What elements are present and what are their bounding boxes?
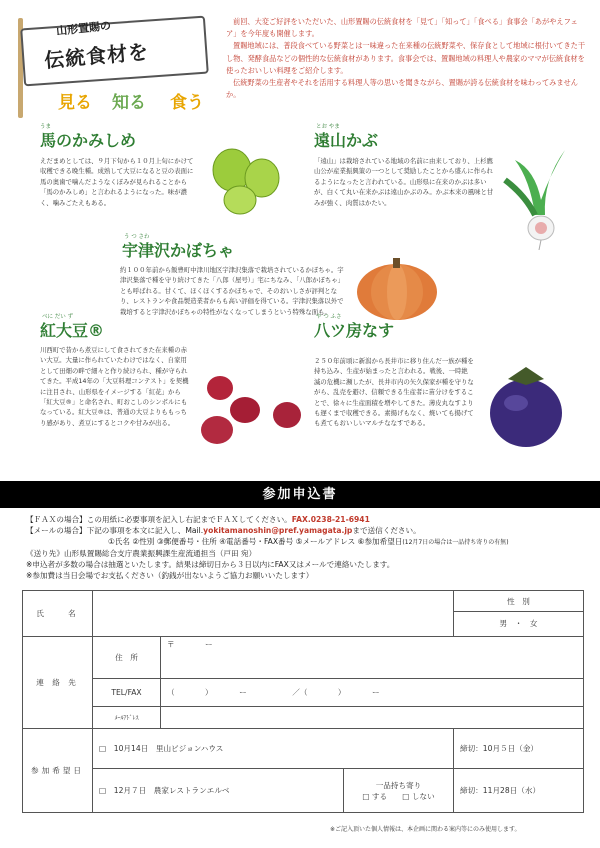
- beni-title: [40, 318, 104, 341]
- contact-label: 連 絡 先: [23, 637, 93, 729]
- telfax-field[interactable]: （ ） ー ／（ ） ー: [161, 679, 584, 707]
- fee-note: ※参加費は当日会場でお支払ください（釣銭が出ないようご協力お願いいたします）: [26, 571, 314, 580]
- address-field[interactable]: 〒 ー: [161, 637, 584, 679]
- uma-ruby: うま: [40, 124, 52, 130]
- beni-text: 川西町で昔から煮豆にして食されてきた在来種の赤い大豆。大量に作られていたわけではなく、自家用として田畑の畔で細々と作り続けられ、種が守られてきた。平成14年の「大豆料理コンテスト」を契機に注目され、山形県をイメージする「紅花」から「紅大豆®」と命名され、町おこしのシンボルにもなっている。紅大豆®は、普通の大豆よりももっちり感があり、煮豆にするとコクや甘みが出る。: [40, 346, 189, 427]
- fax-number: FAX.0238-21-6941: [291, 515, 370, 524]
- nasu-text: ２５０年前頃に新潟から長井市に移り住んだ一族が種を持ち込み、生産が始まったと言われる。戦後、一時絶滅の危機に瀕したが、長井市内の矢久保家が種を守りながら、乱売を避け、信頼できる生産者に苗分けをすることで、徐々に生産面積を増やしてきた。薄皮丸なすよりも遅くまで収穫できる。素揚げもなく、焼いても揚げても煮てもおいしいマルチななすである。: [314, 357, 474, 428]
- intro-paragraph-2: 置賜地域には、普段食べている野菜とは一味違った在来種の伝統野菜や、保存食として地域に根付いてきた干し物、発酵食品などの個性的な伝統食材があります。食事会では、置賜地域の料理人や農家のママが伝統食材を使ったおいしい料理をご紹介します。: [226, 41, 586, 75]
- date-option-1[interactable]: □ 10月14日 里山ビジョンハウス: [93, 729, 454, 769]
- date-1-deadline: 締切：10月５日（金）: [454, 729, 584, 769]
- bring-dish-options[interactable]: □ する □ しない: [362, 791, 435, 801]
- beni-registered-mark: ®: [88, 321, 105, 340]
- kabocha-title: 宇津沢かぼちゃ: [122, 241, 235, 260]
- turnip-illustration: [495, 140, 585, 250]
- nasu-ruby: や つ ふさ: [316, 314, 342, 320]
- kabocha-text: 約１００年前から飯豊町中津川地区宇津沢集落で栽培されているかぼちゃ。宇津沢集落で種を守り続けてきた「八郎（屋号）」宅にちなみ、「八郎かぼちゃ」とも呼ばれる。甘くて、ほくほくするかぼちゃで、そのおいしさが評判となり、レストランや食品製造業者からも高い評価を得ている。宇津沢集落以外で栽培すると宇津沢かぼちゃの特性がなくなってしまうという特殊な面も。: [120, 266, 345, 316]
- mail-field[interactable]: [161, 707, 584, 729]
- required-items-note: (12月7日の場合は一品持ち寄りの有無): [402, 539, 509, 546]
- telfax-label: TEL/FAX: [93, 679, 161, 707]
- destination: 《送り先》山形県置賜総合支庁農業振興課生産流通担当（戸田 宛）: [26, 549, 257, 558]
- date-option-2[interactable]: □ 12月７日 農家レストランエルベ: [93, 769, 344, 813]
- banner-miru: 見る: [58, 93, 92, 113]
- beni-title-text: 紅大豆: [40, 321, 89, 340]
- form-instructions: [26, 514, 586, 581]
- application-table: [22, 590, 584, 813]
- banner-title: 伝統食材を: [43, 39, 150, 73]
- uma-text: えだまめとしては、９月下旬から１０月上旬にかけて収穫できる晩生種。成熟して大豆になると豆の表面に馬の奥歯で噛んだようなくぼみが見られることから「馬のかみしめ」と言われるようになった。味が濃く、噛みごたえもある。: [40, 157, 194, 207]
- bring-dish-cell: [344, 769, 454, 813]
- mail-label: ﾒｰﾙｱﾄﾞﾚｽ: [93, 707, 161, 729]
- sex-options[interactable]: 男 ・ 女: [499, 618, 538, 628]
- pumpkin-illustration: [352, 250, 442, 325]
- lottery-note: ※申込者が多数の場合は抽選といたします。結果は締切日から３日以内にFAX又はメールで連絡いたします。: [26, 560, 395, 569]
- edamame-illustration: [200, 140, 290, 220]
- eggplant-illustration: [478, 355, 578, 455]
- fax-instruction: 【ＦＡＸの場合】この用紙に必要事項を記入し右記までＦＡＸしてください。: [26, 515, 292, 524]
- banner-subtitle: 山形置賜の: [55, 19, 112, 38]
- banner-shiru: 知る: [112, 93, 146, 113]
- sex-cell: [454, 591, 584, 637]
- bring-dish-label: 一品持ち寄り: [375, 780, 422, 790]
- uma-title: 馬のかみしめ: [40, 131, 137, 150]
- red-beans-illustration: [195, 370, 305, 460]
- beni-ruby: べに だい ず: [42, 314, 73, 320]
- mail-address-link[interactable]: yokitamanoshin@pref.yamagata.jp: [203, 526, 353, 535]
- privacy-note: ※ご記入頂いた個人情報は、本企画に関わる案内等にのみ使用します。: [330, 826, 521, 833]
- toyama-title: 遠山かぶ: [314, 131, 379, 150]
- toyama-ruby: とお やま: [316, 124, 340, 130]
- name-label: 氏 名: [23, 591, 93, 637]
- date-2-deadline: 締切：11月28日（水）: [454, 769, 584, 813]
- form-header: 参加申込書: [0, 481, 600, 508]
- banner-kuu: 食う: [170, 93, 204, 113]
- kabocha-ruby: う つ さわ: [124, 234, 150, 240]
- date-label: 参加希望日: [23, 729, 93, 813]
- intro-paragraph-3: 伝統野菜の生産者やそれを活用する料理人等の思いを聞きながら、置賜が誇る伝統食材を味わってみませんか。: [226, 78, 578, 100]
- sex-label: 性 別: [454, 592, 583, 612]
- name-field[interactable]: [93, 591, 454, 637]
- address-label: 住 所: [93, 637, 161, 679]
- intro-text: [226, 16, 586, 101]
- mail-instruction-tail: まで送信ください。: [352, 526, 421, 535]
- toyama-text: 「遠山」は栽培されている地域の名前に由来しており、上杉鷹山公が産業振興策の一つとして奨励したことから盛んに作られるようになったと言われている。山形県に在来のかぶは多いが、白くて丸い在来かぶは遠山かぶのみ。かぶ本来の風味と甘みが強く、肉質はかたい。: [314, 157, 494, 207]
- nasu-title: 八ツ房なす: [314, 321, 395, 340]
- required-items: ①氏名 ②性別 ③郵便番号・住所 ④電話番号・FAX番号 ⑤メールアドレス ⑥参加希望日: [108, 537, 403, 546]
- mail-instruction: 【メールの場合】下記の事項を本文に記入し、Mail.: [26, 526, 204, 535]
- intro-paragraph-1: 前回、大変ご好評をいただいた、山形置賜の伝統食材を「見て」「知って」「食べる」食事会「あがやえフェア」を今年度も開催します。: [226, 17, 578, 39]
